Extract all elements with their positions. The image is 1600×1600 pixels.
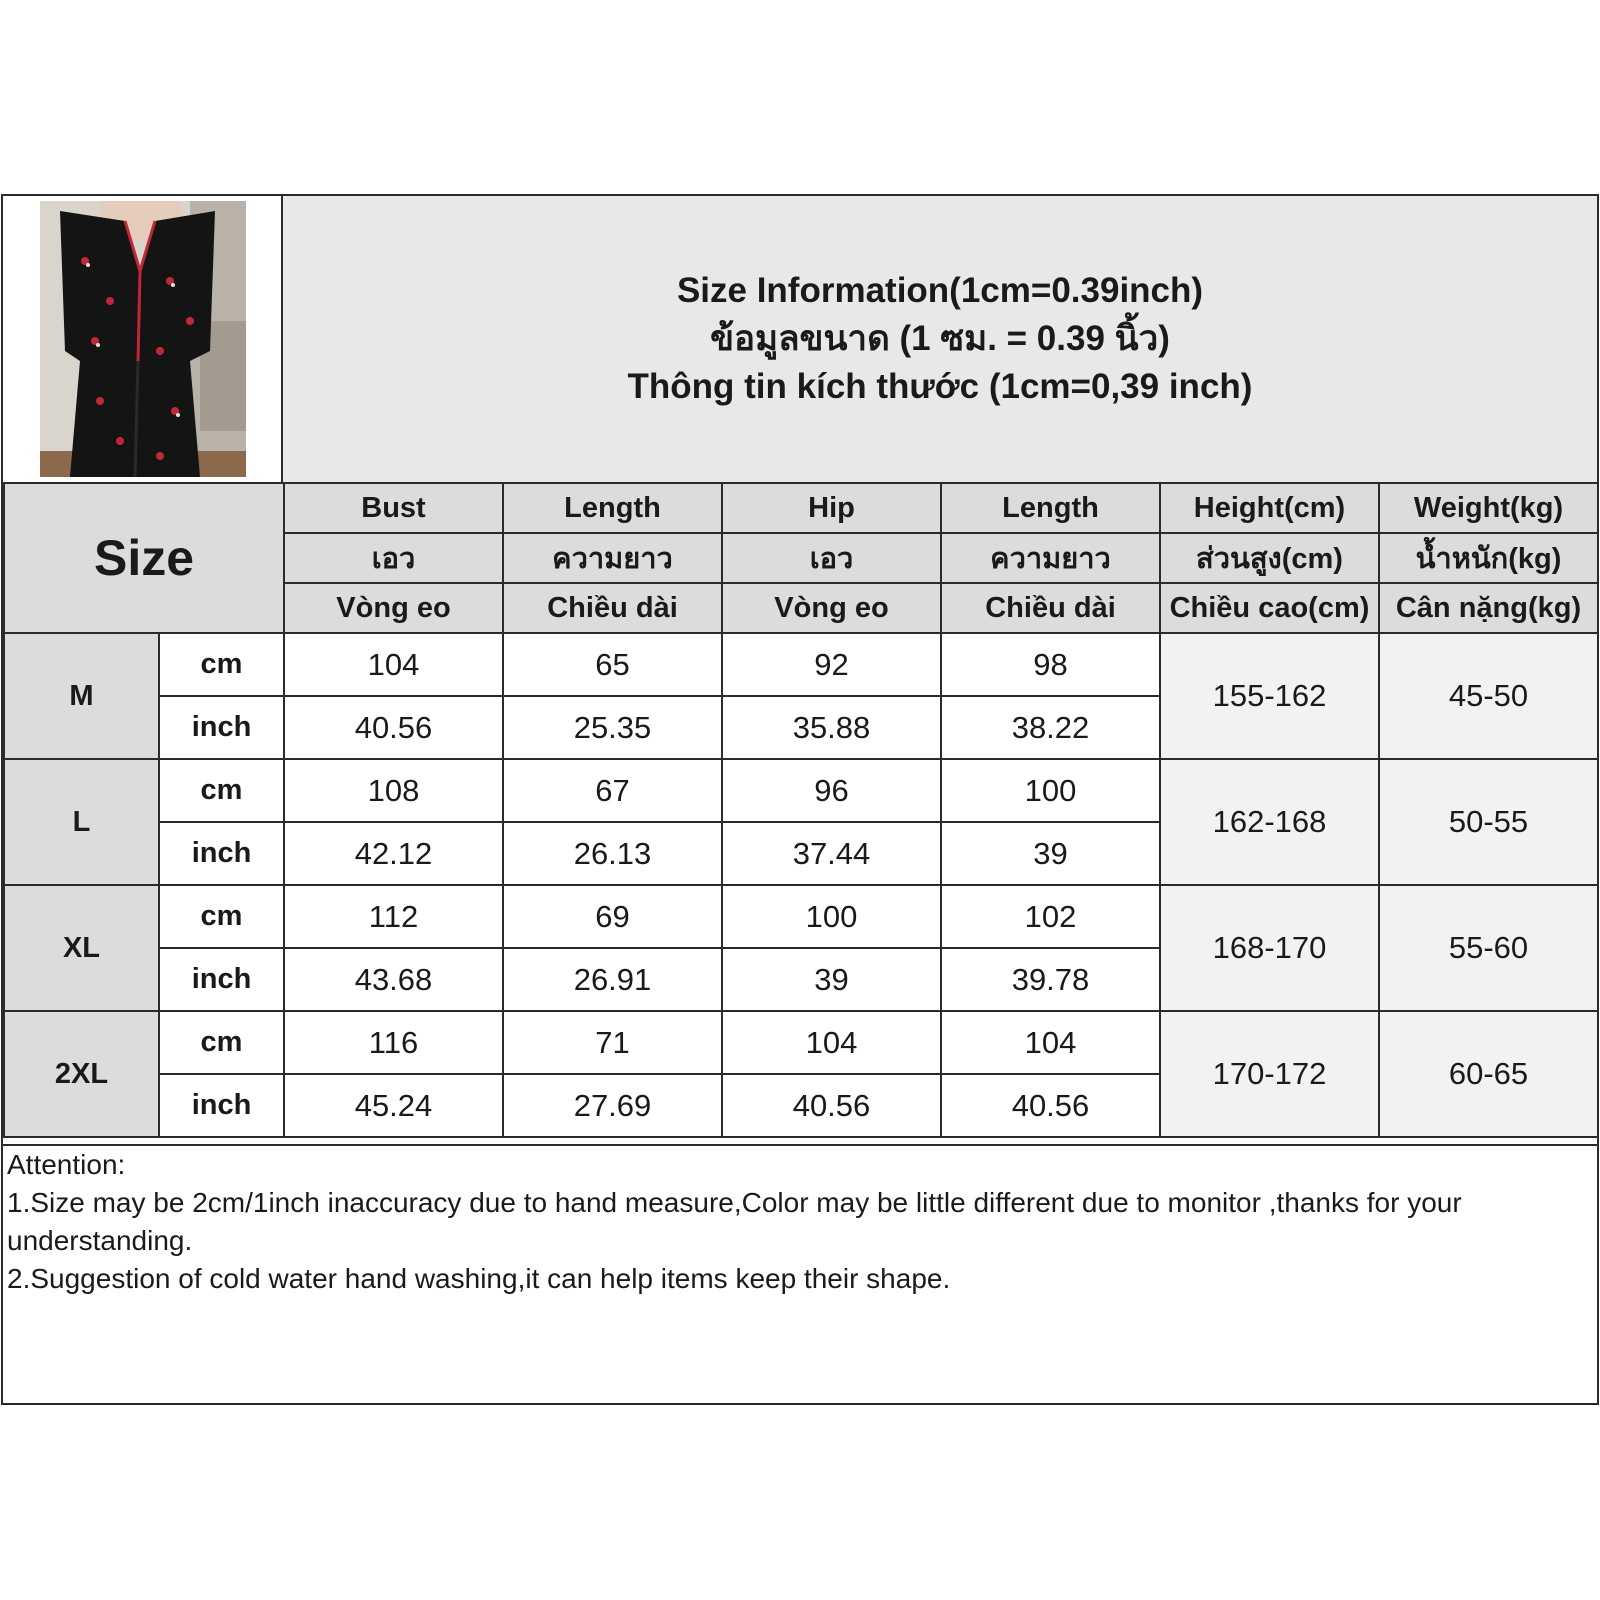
note-item: 2.Suggestion of cold water hand washing,it can help items keep their shape.: [7, 1263, 951, 1294]
pajama-model-image: [40, 201, 246, 477]
column-header-thai: ความยาว: [503, 533, 722, 583]
table-cell: 65: [503, 633, 722, 696]
size-label: XL: [4, 885, 159, 1011]
table-cell: 104: [941, 1011, 1160, 1074]
table-cell: 69: [503, 885, 722, 948]
table-cell: 35.88: [722, 696, 941, 759]
column-header-vietnamese: Chiều dài: [941, 583, 1160, 633]
title-thai: ข้อมูลขนาด (1 ซม. = 0.39 นิ้ว): [710, 319, 1170, 358]
column-header-vietnamese: Vòng eo: [284, 583, 503, 633]
table-row: [4, 885, 1598, 948]
size-chart: [1, 194, 1599, 1405]
height-range: 162-168: [1160, 759, 1379, 885]
note-item: 1.Size may be 2cm/1inch inaccuracy due to hand measure,Color may be little different due to monitor ,thanks for your understanding.: [7, 1187, 1462, 1256]
attention-notes: [3, 1144, 1597, 1403]
height-range: 155-162: [1160, 633, 1379, 759]
column-header-weight: Weight(kg): [1379, 483, 1598, 533]
title-english: Size Information(1cm=0.39inch): [676, 271, 1204, 310]
unit-label: inch: [159, 948, 284, 1011]
unit-label: cm: [159, 633, 284, 696]
table-cell: 38.22: [941, 696, 1160, 759]
table-cell: 104: [284, 633, 503, 696]
product-photo: [40, 201, 246, 477]
table-cell: 42.12: [284, 822, 503, 885]
table-cell: 100: [722, 885, 941, 948]
header-row-english: [4, 483, 1598, 533]
height-range: 170-172: [1160, 1011, 1379, 1137]
column-header-bust: Bust: [284, 483, 503, 533]
table-cell: 40.56: [941, 1074, 1160, 1137]
table-cell: 71: [503, 1011, 722, 1074]
table-cell: 43.68: [284, 948, 503, 1011]
column-header-thai: เอว: [284, 533, 503, 583]
table-cell: 40.56: [284, 696, 503, 759]
title-block: [283, 196, 1597, 482]
table-cell: 27.69: [503, 1074, 722, 1137]
column-header-thai: ส่วนสูง(cm): [1160, 533, 1379, 583]
size-column-header: Size: [4, 483, 284, 633]
column-header-vietnamese: Vòng eo: [722, 583, 941, 633]
weight-range: 50-55: [1379, 759, 1598, 885]
notes-heading: Attention:: [7, 1149, 126, 1180]
table-row: [4, 759, 1598, 822]
column-header-vietnamese: Chiều dài: [503, 583, 722, 633]
column-header-vietnamese: Cân nặng(kg): [1379, 583, 1598, 633]
table-cell: 40.56: [722, 1074, 941, 1137]
table-cell: 26.13: [503, 822, 722, 885]
unit-label: cm: [159, 1011, 284, 1074]
column-header-thai: น้ำหนัก(kg): [1379, 533, 1598, 583]
table-cell: 104: [722, 1011, 941, 1074]
column-header-hip: Hip: [722, 483, 941, 533]
table-cell: 25.35: [503, 696, 722, 759]
height-range: 168-170: [1160, 885, 1379, 1011]
table-cell: 98: [941, 633, 1160, 696]
table-cell: 92: [722, 633, 941, 696]
unit-label: inch: [159, 1074, 284, 1137]
product-photo-cell: [3, 196, 283, 482]
column-header-length: Length: [503, 483, 722, 533]
unit-label: cm: [159, 885, 284, 948]
table-cell: 116: [284, 1011, 503, 1074]
size-table: [3, 482, 1599, 1138]
column-header-length: Length: [941, 483, 1160, 533]
table-cell: 67: [503, 759, 722, 822]
table-cell: 96: [722, 759, 941, 822]
unit-label: inch: [159, 696, 284, 759]
table-cell: 39: [722, 948, 941, 1011]
table-cell: 45.24: [284, 1074, 503, 1137]
weight-range: 60-65: [1379, 1011, 1598, 1137]
table-cell: 26.91: [503, 948, 722, 1011]
unit-label: cm: [159, 759, 284, 822]
table-cell: 112: [284, 885, 503, 948]
table-cell: 39: [941, 822, 1160, 885]
weight-range: 55-60: [1379, 885, 1598, 1011]
table-cell: 108: [284, 759, 503, 822]
table-row: [4, 633, 1598, 696]
column-header-vietnamese: Chiều cao(cm): [1160, 583, 1379, 633]
table-cell: 102: [941, 885, 1160, 948]
column-header-height: Height(cm): [1160, 483, 1379, 533]
table-cell: 100: [941, 759, 1160, 822]
table-cell: 37.44: [722, 822, 941, 885]
table-row: [4, 1011, 1598, 1074]
size-label: M: [4, 633, 159, 759]
unit-label: inch: [159, 822, 284, 885]
chart-header: [3, 196, 1597, 482]
size-label: 2XL: [4, 1011, 159, 1137]
weight-range: 45-50: [1379, 633, 1598, 759]
column-header-thai: ความยาว: [941, 533, 1160, 583]
column-header-thai: เอว: [722, 533, 941, 583]
size-label: L: [4, 759, 159, 885]
table-cell: 39.78: [941, 948, 1160, 1011]
title-vietnamese: Thông tin kích thước (1cm=0,39 inch): [627, 367, 1253, 406]
